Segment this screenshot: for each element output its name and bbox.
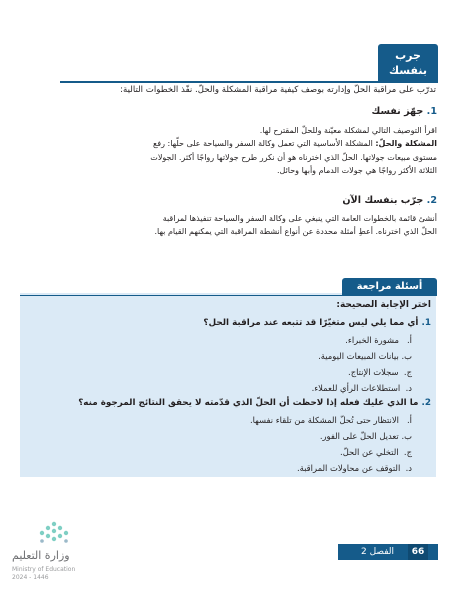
question-2 (51, 398, 431, 408)
step2-body: أنشئ قائمة بالخطوات العامة التي ينبغي على وكالة السفر والسياحة تنفيذها لمراقبة الحلّ الذي اخترناه. أعطِ أمثلة محددة عن أنواع أنشطة المراقبة التي يمكنهم القيام بها. (154, 214, 437, 237)
q1-option-c (72, 367, 412, 377)
option-text: تعديل الحلّ على الفور. (319, 431, 399, 441)
step1-rest: المشكلة الأساسية التي تعمل وكالة السفر والسياحة على حلّها: رفع مستوى مبيعات جولاتها. الحلّ الذي اخترناه هو أن نكرر طرح جولاتها رواجًا أكثر. الجولات الثلاثة الأكثر رواجًا هي جولات الدمام وأبها وحائل. (150, 139, 437, 176)
question-text: أي مما يلي ليس متغيّرًا قد تتبعه عند مراقبة الحل؟ (203, 318, 419, 328)
page-number: 66 (408, 544, 428, 560)
q2-option-d (72, 463, 412, 473)
step2-number: 2. (426, 195, 437, 206)
option-letter: د. (405, 383, 412, 393)
option-text: استطلاعات الرأي للعملاء. (311, 383, 401, 393)
question-1 (51, 318, 431, 328)
ministry-year: 2024 - 1446 (12, 574, 49, 581)
q1-option-a (72, 335, 412, 345)
step1-number: 1. (426, 106, 437, 117)
option-text: الانتظار حتى تُحلّ المشكلة من تلقاء نفسها. (249, 415, 399, 425)
try-yourself-badge (378, 44, 438, 82)
question-number: 1. (421, 318, 431, 328)
review-rule (20, 295, 436, 296)
try-intro: تدرّب على مراقبة الحلّ وإدارته بوصف كيفية مراقبة المشكلة والحلّ. نفّذ الخطوات التالية: (120, 85, 436, 95)
step1-title-text: جهّز نفسك (371, 106, 424, 117)
step1-title (137, 106, 437, 117)
option-letter: ب. (401, 431, 412, 441)
step1-line1: اقرأ التوصيف التالي لمشكلة معيّنة وللحلّ المقترح لها. (259, 126, 437, 135)
ministry-name-ar: وزارة التعليم (12, 549, 70, 562)
option-letter: ب. (401, 351, 412, 361)
try-section-rule (60, 81, 438, 83)
q1-option-d (72, 383, 412, 393)
step1-problem (147, 137, 437, 177)
ministry-name-en: Ministry of Education (12, 566, 76, 573)
review-tab: أسئلة مراجعة (342, 278, 437, 296)
option-text: سجلات الإنتاج. (348, 367, 399, 377)
step2-title (137, 195, 437, 206)
try-badge-line1: جرب (395, 49, 421, 62)
q1-option-b (72, 351, 412, 361)
step1-label: المشكلة والحلّ: (375, 139, 437, 149)
footer-bar (338, 544, 438, 560)
review-heading: اختر الإجابة الصحيحة: (336, 300, 431, 310)
option-letter: ج. (403, 367, 412, 377)
try-badge-line2: بنفسك (389, 64, 427, 77)
question-text: ما الذي عليك فعله إذا لاحظت أن الحلّ الذي قدّمته لا يحقق النتائج المرجوة منه؟ (78, 398, 419, 408)
q2-option-c (72, 447, 412, 457)
step1-body (147, 124, 437, 178)
option-text: بيانات المبيعات اليومية. (318, 351, 399, 361)
q2-option-b (72, 431, 412, 441)
option-text: التخلي عن الحلّ. (340, 447, 399, 457)
question-number: 2. (421, 398, 431, 408)
option-letter: أ. (407, 415, 412, 425)
option-text: التوقف عن محاولات المراقبة. (297, 463, 401, 473)
option-letter: أ. (407, 335, 412, 345)
q2-option-a (72, 415, 412, 425)
option-text: مشورة الخبراء. (345, 335, 399, 345)
step2-title-text: جرّب بنفسك الآن (342, 195, 424, 206)
chapter-label: الفصل 2 (360, 547, 394, 557)
option-letter: ج. (403, 447, 412, 457)
option-letter: د. (405, 463, 412, 473)
